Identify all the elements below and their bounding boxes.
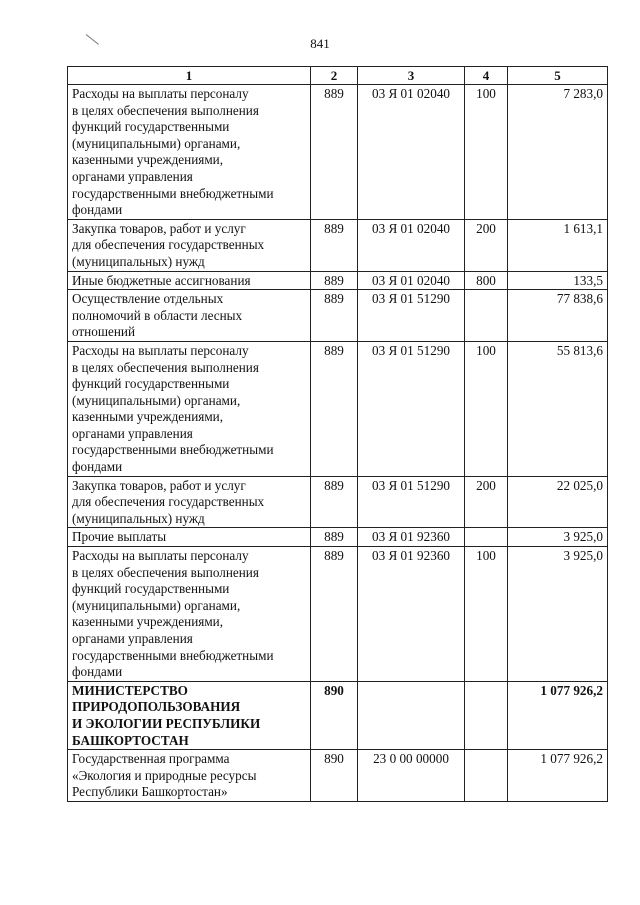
expense-name-line: органами управления [72, 425, 193, 441]
expense-name-line: в целях обеспечения выполнения [72, 564, 259, 580]
column-header-4: 4 [465, 67, 508, 85]
target-article-cell: 03 Я 01 02040 [358, 271, 465, 290]
expense-name-line: Осуществление отдельных [72, 291, 224, 307]
ministry-code-cell: 889 [311, 528, 358, 547]
expense-name-line: полномочий в области лесных [72, 307, 243, 323]
expense-type-cell: 100 [465, 547, 508, 682]
expense-name-line: (муниципальных) нужд [72, 253, 205, 269]
expense-type-cell: 100 [465, 85, 508, 220]
target-article-cell: 03 Я 01 51290 [358, 476, 465, 528]
ministry-code-cell: 890 [311, 681, 358, 749]
expense-name-line: фондами [72, 202, 123, 218]
expense-type-cell [465, 750, 508, 802]
ministry-code-cell: 889 [311, 85, 358, 220]
expense-name-cell [68, 547, 311, 682]
expense-name-line: ПРИРОДОПОЛЬЗОВАНИЯ [72, 699, 241, 715]
table-row [68, 681, 608, 749]
expense-type-cell [465, 681, 508, 749]
expense-name-line: Расходы на выплаты персоналу [72, 548, 249, 564]
expense-name-line: органами управления [72, 631, 193, 646]
budget-table [67, 66, 608, 802]
expense-name-line: казенными учреждениями, [72, 409, 224, 425]
target-article-cell: 03 Я 01 92360 [358, 528, 465, 547]
expense-name-line: Расходы на выплаты персоналу [72, 342, 249, 358]
expense-name-line: (муниципальными) органами, [72, 392, 241, 408]
amount-cell: 22 025,0 [508, 476, 608, 528]
expense-name-line: БАШКОРТОСТАН [72, 732, 189, 748]
expense-name-line: «Экология и природные ресурсы [72, 767, 257, 783]
amount-cell: 7 283,0 [508, 85, 608, 220]
expense-name-line: Закупка товаров, работ и услуг [72, 220, 246, 236]
ministry-code-cell: 889 [311, 341, 358, 476]
expense-name-line: Расходы на выплаты персоналу [72, 86, 249, 101]
expense-name-line: для обеспечения государственных [72, 494, 265, 510]
expense-name-line: государственными внебюджетными [72, 647, 274, 663]
amount-cell: 133,5 [508, 271, 608, 290]
expense-name-line: И ЭКОЛОГИИ РЕСПУБЛИКИ [72, 715, 261, 731]
expense-name-line: казенными учреждениями, [72, 614, 224, 630]
amount-cell: 3 925,0 [508, 547, 608, 682]
column-header-1: 1 [68, 67, 311, 85]
target-article-cell: 03 Я 01 02040 [358, 219, 465, 271]
expense-name-cell [68, 290, 311, 342]
ministry-code-cell: 889 [311, 290, 358, 342]
expense-name-cell [68, 271, 311, 290]
amount-cell: 3 925,0 [508, 528, 608, 547]
target-article-cell [358, 681, 465, 749]
column-header-5: 5 [508, 67, 608, 85]
table-row [68, 547, 608, 682]
expense-name-cell [68, 750, 311, 802]
expense-name-line: фондами [72, 459, 123, 475]
expense-name-line: для обеспечения государственных [72, 237, 265, 253]
expense-type-cell [465, 290, 508, 342]
expense-name-line: функций государственными [72, 119, 230, 135]
table-row [68, 85, 608, 220]
expense-type-cell [465, 528, 508, 547]
table-header [68, 67, 608, 85]
expense-name-cell [68, 341, 311, 476]
expense-name-line: отношений [72, 324, 136, 340]
target-article-cell: 03 Я 01 51290 [358, 290, 465, 342]
amount-cell: 1 077 926,2 [508, 681, 608, 749]
expense-name-line: МИНИСТЕРСТВО [72, 682, 188, 698]
expense-name-line: функций государственными [72, 581, 230, 597]
expense-name-line: Иные бюджетные ассигнования [72, 272, 251, 288]
expense-name-cell [68, 528, 311, 547]
table-row [68, 219, 608, 271]
expense-name-line: функций государственными [72, 376, 230, 392]
expense-type-cell: 200 [465, 219, 508, 271]
expense-name-line: (муниципальных) нужд [72, 510, 205, 526]
page-number: 841 [310, 36, 330, 51]
amount-cell: 1 613,1 [508, 219, 608, 271]
expense-name-cell [68, 476, 311, 528]
expense-name-cell [68, 85, 311, 220]
table-row [68, 341, 608, 476]
expense-name-line: государственными внебюджетными [72, 185, 274, 201]
amount-cell: 55 813,6 [508, 341, 608, 476]
target-article-cell: 03 Я 01 92360 [358, 547, 465, 682]
target-article-cell: 23 0 00 00000 [358, 750, 465, 802]
expense-name-line: (муниципальными) органами, [72, 597, 241, 613]
target-article-cell: 03 Я 01 02040 [358, 85, 465, 220]
column-header-3: 3 [358, 67, 465, 85]
table-row [68, 750, 608, 802]
expense-name-line: фондами [72, 664, 123, 680]
header-row [68, 67, 608, 85]
ministry-code-cell: 889 [311, 476, 358, 528]
table-body [68, 85, 608, 802]
expense-name-line: Закупка товаров, работ и услуг [72, 477, 246, 493]
expense-name-line: в целях обеспечения выполнения [72, 359, 259, 375]
expense-name-line: государственными внебюджетными [72, 442, 274, 458]
column-header-2: 2 [311, 67, 358, 85]
table-row [68, 476, 608, 528]
expense-name-line: (муниципальными) органами, [72, 135, 241, 151]
ministry-code-cell: 890 [311, 750, 358, 802]
expense-name-cell [68, 681, 311, 749]
expense-name-line: органами управления [72, 168, 193, 184]
ministry-code-cell: 889 [311, 547, 358, 682]
expense-name-line: Республики Башкортостан» [72, 784, 228, 800]
table-row [68, 271, 608, 290]
expense-type-cell: 200 [465, 476, 508, 528]
expense-type-cell: 100 [465, 341, 508, 476]
table-row [68, 290, 608, 342]
expense-name-line: Государственная программа [72, 751, 230, 767]
amount-cell: 1 077 926,2 [508, 750, 608, 802]
ministry-code-cell: 889 [311, 271, 358, 290]
target-article-cell: 03 Я 01 51290 [358, 341, 465, 476]
table-row [68, 528, 608, 547]
amount-cell: 77 838,6 [508, 290, 608, 342]
expense-type-cell: 800 [465, 271, 508, 290]
expense-name-line: казенными учреждениями, [72, 152, 224, 168]
expense-name-cell [68, 219, 311, 271]
expense-name-line: в целях обеспечения выполнения [72, 102, 259, 118]
expense-name-line: Прочие выплаты [72, 529, 167, 545]
ministry-code-cell: 889 [311, 219, 358, 271]
